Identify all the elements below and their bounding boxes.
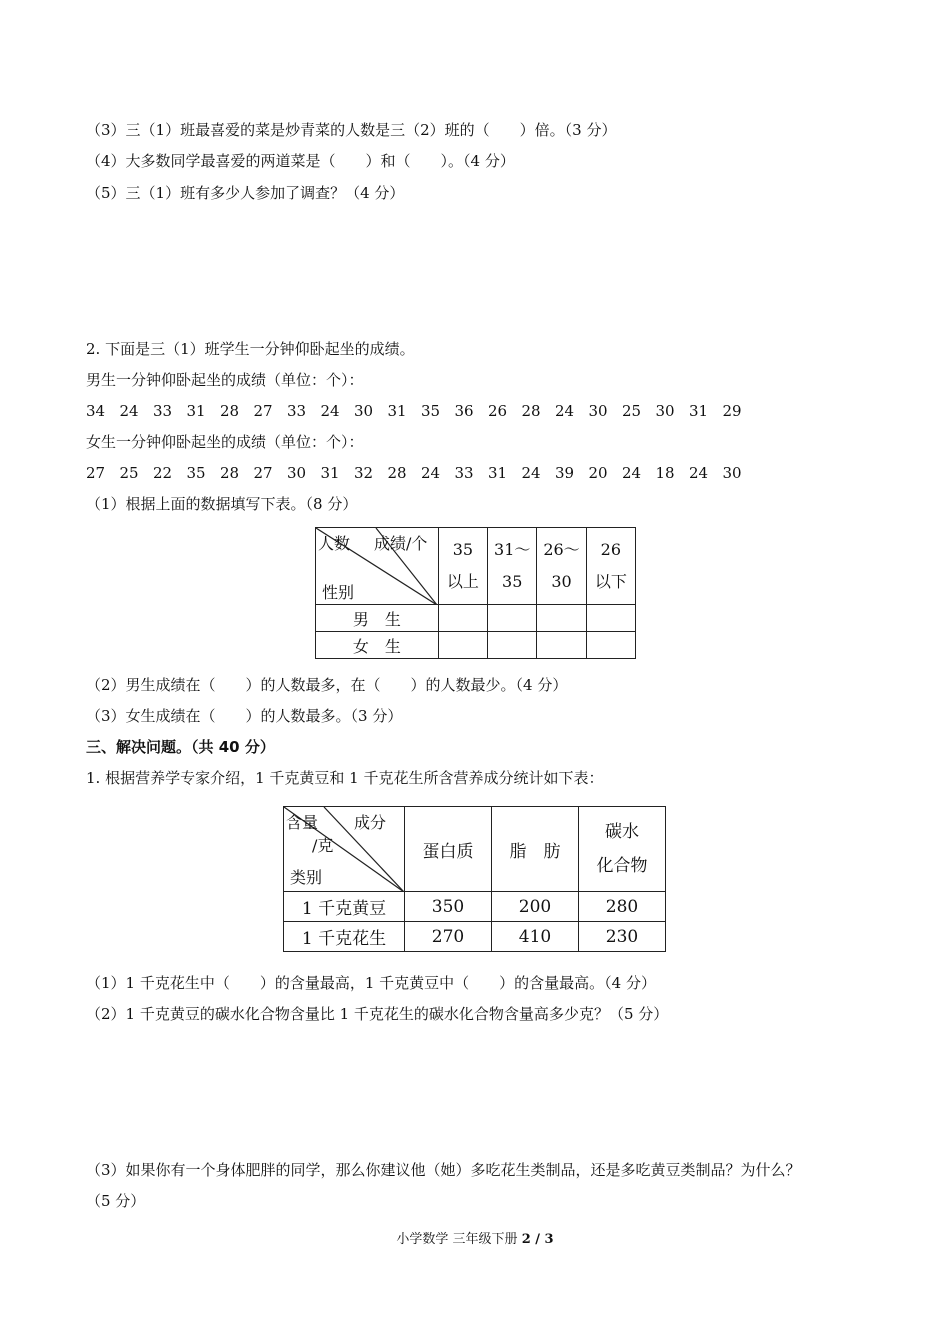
table1-answer-cell[interactable] [586, 605, 635, 632]
header-line: 26～ [543, 540, 580, 559]
score-value: 24 [689, 464, 709, 482]
table1-diag-gender: 性别 [322, 583, 355, 602]
table1-answer-cell[interactable] [488, 605, 537, 632]
table1-diag-score: 成绩/个 [374, 534, 428, 553]
score-value: 24 [521, 464, 541, 482]
score-value: 33 [287, 402, 307, 420]
score-value: 33 [153, 402, 173, 420]
score-value: 24 [421, 464, 441, 482]
score-value: 36 [454, 402, 474, 420]
score-value: 18 [655, 464, 675, 482]
score-value: 35 [421, 402, 441, 420]
question-5: （5）三（1）班有多少人参加了调查？（4 分） [86, 184, 405, 202]
nutrition-table [283, 806, 666, 952]
score-value: 33 [454, 464, 474, 482]
score-value: 34 [86, 402, 106, 420]
table1-row-label-girls: 女 生 [316, 632, 439, 659]
score-value: 30 [655, 402, 675, 420]
header-line: 以下 [594, 572, 627, 591]
table2-diag-unit: /克 [312, 836, 334, 855]
header-line: 35 [452, 540, 474, 559]
table2-row-label-soybean: 1 千克黄豆 [284, 892, 405, 922]
table2-value: 230 [579, 922, 666, 952]
score-value: 24 [622, 464, 642, 482]
table2-col-fat: 脂 肪 [492, 807, 579, 892]
table2-diagonal-header [284, 807, 405, 892]
score-value: 26 [488, 402, 508, 420]
table2-value: 270 [405, 922, 492, 952]
boys-scores-label: 男生一分钟仰卧起坐的成绩（单位：个）： [86, 371, 364, 389]
girls-scores-list [86, 463, 756, 483]
score-value: 35 [186, 464, 206, 482]
header-line: 35 [502, 572, 523, 591]
section-3-heading: 三、解决问题。（共 40 分） [86, 738, 275, 756]
table1-col-header [537, 528, 586, 605]
situp-score-table [315, 527, 636, 659]
score-value: 31 [488, 464, 508, 482]
header-line: 31～ [494, 540, 531, 559]
score-value: 31 [320, 464, 340, 482]
footer-text: 小学数学 三年级下册 [396, 1232, 522, 1247]
score-value: 39 [555, 464, 575, 482]
header-line: 26 [600, 540, 621, 559]
problem-2-title: 2. 下面是三（1）班学生一分钟仰卧起坐的成绩。 [86, 340, 415, 358]
boys-scores-list [86, 401, 756, 421]
table1-answer-cell[interactable] [438, 605, 487, 632]
question-4: （4）大多数同学最喜爱的两道菜是（ ）和（ ）。（4 分） [86, 152, 515, 170]
score-value: 24 [555, 402, 575, 420]
problem-2-question-2: （2）男生成绩在（ ）的人数最多，在（ ）的人数最少。（4 分） [86, 676, 568, 694]
score-value: 25 [622, 402, 642, 420]
score-value: 32 [354, 464, 374, 482]
score-value: 29 [722, 402, 742, 420]
score-value: 27 [253, 464, 273, 482]
score-value: 28 [220, 402, 240, 420]
question-3: （3）三（1）班最喜爱的菜是炒青菜的人数是三（2）班的（ ）倍。（3 分） [86, 121, 617, 139]
table1-row-label-boys: 男 生 [316, 605, 439, 632]
table2-row-label-peanut: 1 千克花生 [284, 922, 405, 952]
section-3-question-2: （2）1 千克黄豆的碳水化合物含量比 1 千克花生的碳水化合物含量高多少克？（5 分） [86, 1005, 669, 1023]
score-value: 28 [521, 402, 541, 420]
page-footer [0, 1228, 950, 1247]
score-value: 25 [119, 464, 139, 482]
score-value: 24 [320, 402, 340, 420]
table2-value: 280 [579, 892, 666, 922]
score-value: 24 [119, 402, 139, 420]
section-3-question-3-points: （5 分） [86, 1192, 146, 1210]
header-line: 碳水 [605, 822, 639, 842]
girls-scores-label: 女生一分钟仰卧起坐的成绩（单位：个）： [86, 433, 364, 451]
score-value: 30 [722, 464, 742, 482]
table1-answer-cell[interactable] [537, 632, 586, 659]
header-line: 30 [551, 572, 572, 591]
score-value: 31 [186, 402, 206, 420]
table2-diag-category: 类别 [290, 868, 323, 887]
table2-diag-component: 成分 [354, 813, 387, 832]
score-value: 30 [287, 464, 307, 482]
score-value: 30 [588, 402, 608, 420]
page-number: 2 / 3 [521, 1232, 554, 1247]
table1-diagonal-header [316, 528, 439, 605]
score-value: 20 [588, 464, 608, 482]
section-3-question-1: （1）1 千克花生中（ ）的含量最高，1 千克黄豆中（ ）的含量最高。（4 分） [86, 974, 656, 992]
table1-diag-count: 人数 [318, 534, 351, 553]
section-3-problem-1: 1. 根据营养学专家介绍，1 千克黄豆和 1 千克花生所含营养成分统计如下表： [86, 769, 604, 787]
score-value: 31 [387, 402, 407, 420]
table2-value: 410 [492, 922, 579, 952]
table1-col-header [488, 528, 537, 605]
table2-diag-amount: 含量 [286, 813, 319, 832]
score-value: 31 [689, 402, 709, 420]
problem-2-question-3: （3）女生成绩在（ ）的人数最多。（3 分） [86, 707, 403, 725]
table2-value: 200 [492, 892, 579, 922]
score-value: 30 [354, 402, 374, 420]
table1-col-header [438, 528, 487, 605]
table1-answer-cell[interactable] [488, 632, 537, 659]
score-value: 27 [86, 464, 106, 482]
score-value: 28 [387, 464, 407, 482]
table1-answer-cell[interactable] [537, 605, 586, 632]
table1-answer-cell[interactable] [438, 632, 487, 659]
header-line: 化合物 [596, 856, 648, 876]
table2-col-carbs [579, 807, 666, 892]
score-value: 28 [220, 464, 240, 482]
header-line: 以上 [446, 572, 479, 591]
section-3-question-3: （3）如果你有一个身体肥胖的同学，那么你建议他（她）多吃花生类制品，还是多吃黄豆类制品？为什么？ [86, 1161, 801, 1179]
score-value: 22 [153, 464, 173, 482]
table1-answer-cell[interactable] [586, 632, 635, 659]
table2-col-protein: 蛋白质 [405, 807, 492, 892]
table2-value: 350 [405, 892, 492, 922]
table1-col-header [586, 528, 635, 605]
problem-2-question-1: （1）根据上面的数据填写下表。（8 分） [86, 495, 358, 513]
score-value: 27 [253, 402, 273, 420]
